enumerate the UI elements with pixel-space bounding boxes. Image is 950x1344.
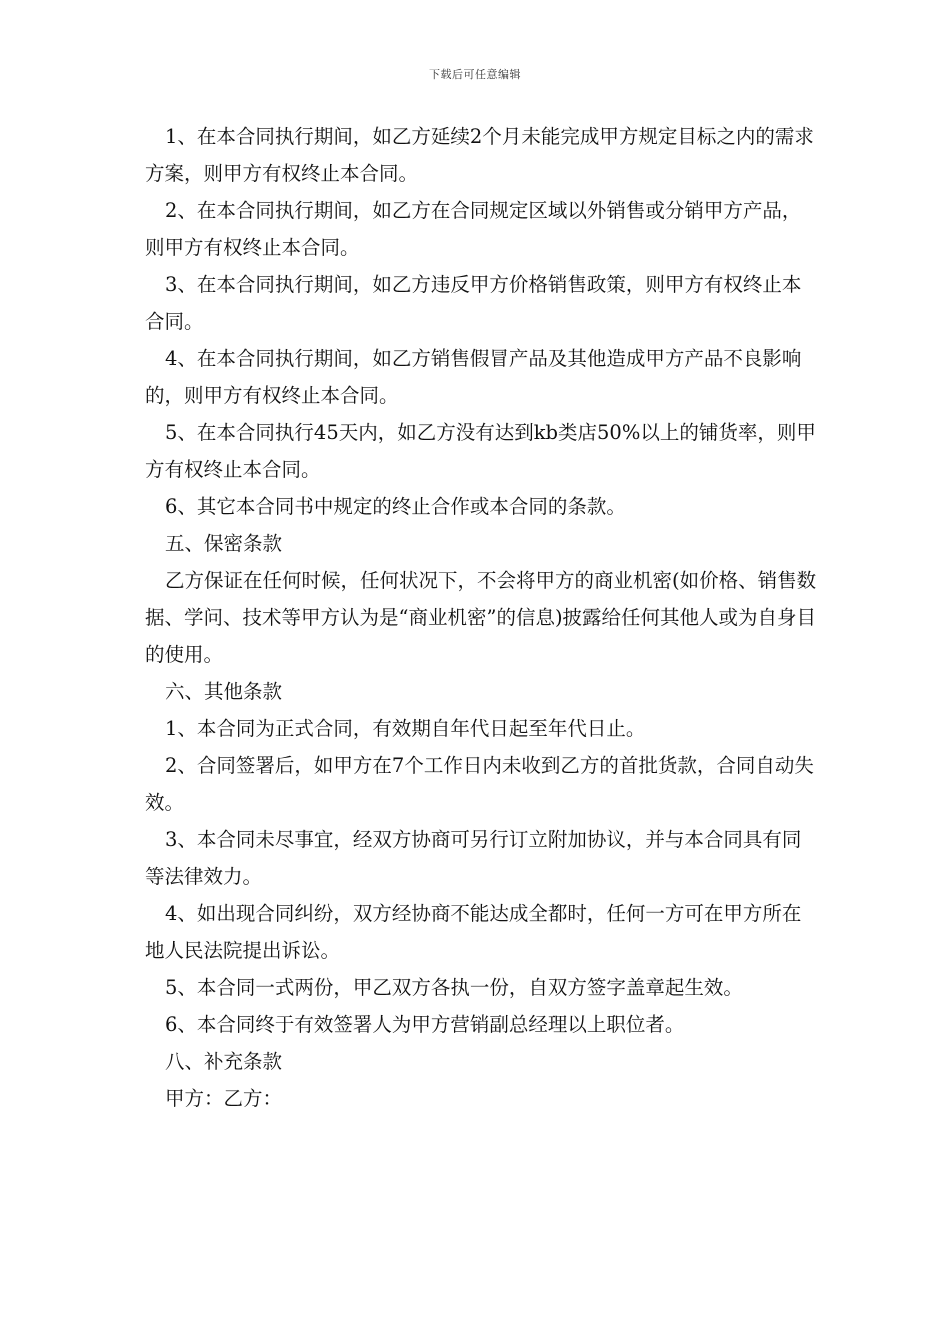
section-heading-supplementary: 八、补充条款: [165, 1050, 283, 1073]
section-heading-confidentiality: 五、保密条款: [165, 532, 283, 555]
section-heading-other: 六、其他条款: [165, 680, 283, 703]
document-body: [145, 118, 817, 1117]
clause-other-5: 5、本合同一式两份，甲乙双方各执一份，自双方签字盖章起生效。: [165, 976, 743, 999]
clause-other-6: 6、本合同终于有效签署人为甲方营销副总经理以上职位者。: [165, 1013, 685, 1036]
clause-confidentiality: 乙方保证在任何时候，任何状况下，不会将甲方的商业机密(如价格、销售数据、学问、技术等甲方认为是“商业机密”的信息)披露给任何其他人或为自身目的使用。: [145, 569, 817, 666]
clause-termination-5: 5、在本合同执行45天内，如乙方没有达到kb类店50%以上的铺货率，则甲方有权终止本合同。: [145, 421, 816, 481]
clause-termination-2: 2、在本合同执行期间，如乙方在合同规定区域以外销售或分销甲方产品，则甲方有权终止本合同。: [145, 199, 802, 259]
clause-termination-4: 4、在本合同执行期间，如乙方销售假冒产品及其他造成甲方产品不良影响的，则甲方有权终止本合同。: [145, 347, 802, 407]
clause-termination-1: 1、在本合同执行期间，如乙方延续2个月未能完成甲方规定目标之内的需求方案，则甲方有权终止本合同。: [145, 125, 814, 185]
clause-termination-3: 3、在本合同执行期间，如乙方违反甲方价格销售政策，则甲方有权终止本合同。: [145, 273, 802, 333]
signature-line: 甲方：乙方：: [165, 1087, 283, 1110]
clause-termination-6: 6、其它本合同书中规定的终止合作或本合同的条款。: [165, 495, 626, 518]
clause-other-3: 3、本合同未尽事宜，经双方协商可另行订立附加协议，并与本合同具有同等法律效力。: [145, 828, 802, 888]
page-header-note: 下载后可任意编辑: [429, 68, 521, 81]
clause-other-1: 1、本合同为正式合同，有效期自年代日起至年代日止。: [165, 717, 646, 740]
clause-other-4: 4、如出现合同纠纷，双方经协商不能达成全都时，任何一方可在甲方所在地人民法院提出诉讼。: [145, 902, 802, 962]
clause-other-2: 2、合同签署后，如甲方在7个工作日内未收到乙方的首批货款，合同自动失效。: [145, 754, 814, 814]
